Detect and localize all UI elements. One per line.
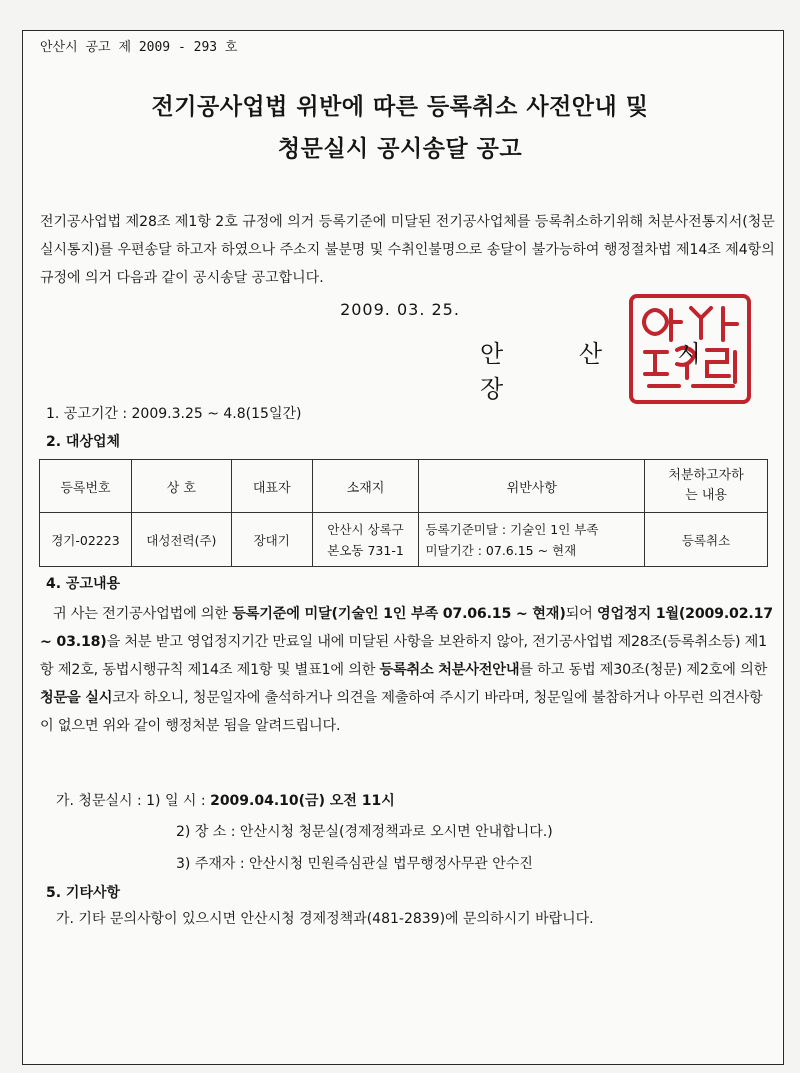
cell-address [312,513,419,567]
cell-violation [419,513,645,567]
target-company-table [39,459,768,567]
header-action: 처분하고자하는 내용 [645,460,768,513]
section-2-heading: 2. 대상업체 [46,434,121,450]
notice-date: 2009. 03. 25. [340,300,460,319]
body-text-1: 귀 사는 전기공사업법에 의한 [52,606,233,622]
cell-rep: 장대기 [231,513,312,567]
table-header-row [40,460,768,513]
violation-line-1: 등록기준미달 : 기술인 1인 부족 [425,521,599,537]
hearing-date-value: 2009.04.10(금) 오전 11시 [210,793,395,809]
section-1-period: 1. 공고기간 : 2009.3.25 ~ 4.8(15일간) [46,406,302,422]
body-bold-1: 등록기준에 미달(기술인 1인 부족 07.06.15 ~ 현재) [232,606,566,622]
header-reg-no: 등록번호 [40,460,132,513]
header-rep: 대표자 [231,460,312,513]
cell-action: 등록취소 [645,513,768,567]
hearing-chair-line: 3) 주재자 : 안산시청 민원즉심관실 법무행정사무관 안수진 [176,856,533,872]
body-text-3: 을 처분 받고 영업정지기간 만료일 내에 미달된 사항을 보완하지 않아, 전기공사업법 제28조(등록취소등) 제1항 제2호, 동법시행규칙 제14조 제1항 및 별표1에 의한 [40,634,767,678]
address-line-1: 안산시 상록구 [327,521,404,537]
cell-reg-no: 경기-02223 [40,513,132,567]
body-text-2: 되어 [565,606,597,622]
title-line-2: 청문실시 공시송달 공고 [277,136,523,162]
mayor-signature: 안 산 시 장 [480,340,735,403]
hearing-date-line [56,790,395,810]
title-line-1: 전기공사업법 위반에 따른 등록취소 사전안내 및 [151,94,649,120]
header-company: 상 호 [131,460,231,513]
body-bold-2: 영업정지 1월(2009.02.17 ~ 03.18) [40,606,773,650]
notice-number: 안산시 공고 제 2009 - 293 호 [40,40,238,55]
address-line-2: 본오동 731-1 [327,542,404,558]
hearing-place-line: 2) 장 소 : 안산시청 청문실(경제정책과로 오시면 안내합니다.) [176,824,553,840]
intro-paragraph: 전기공사업법 제28조 제1항 2호 규정에 의거 등록기준에 미달된 전기공사업체를 등록취소하기위해 처분사전통지서(청문실시통지)를 우편송달 하고자 하였으나 주소지 불분명 및 수취인불명으로 송달이 불가능하여 행정절차법 제14조 제4항의 규정에 의거 다음과 같이 공시송달 공고합니다. [40,214,775,286]
section-4-body [40,600,776,740]
body-bold-3: 등록취소 처분사전안내 [379,662,520,678]
cell-company: 대성전력(주) [131,513,231,567]
table-row [40,513,768,567]
body-text-4: 를 하고 동법 제30조(청문) 제2호에 의한 [519,662,768,678]
body-bold-4: 청문을 실시 [40,690,113,706]
body-text-5: 코자 하오니, 청문일자에 출석하거나 의견을 제출하여 주시기 바라며, 청문일에 불참하거나 아무런 의견사항이 없으면 위와 같이 행정처분 됨을 알려드립니다. [40,690,763,734]
section-4-heading: 4. 공고내용 [46,576,121,592]
hearing-date-label: 가. 청문실시 : 1) 일 시 : [56,793,211,809]
header-violation: 위반사항 [419,460,645,513]
section-5-heading: 5. 기타사항 [46,885,121,901]
violation-line-2: 미달기간 : 07.6.15 ~ 현재 [425,542,577,558]
header-address: 소재지 [312,460,419,513]
section-5-body: 가. 기타 문의사항이 있으시면 안산시청 경제정책과(481-2839)에 문의하시기 바랍니다. [56,911,594,927]
